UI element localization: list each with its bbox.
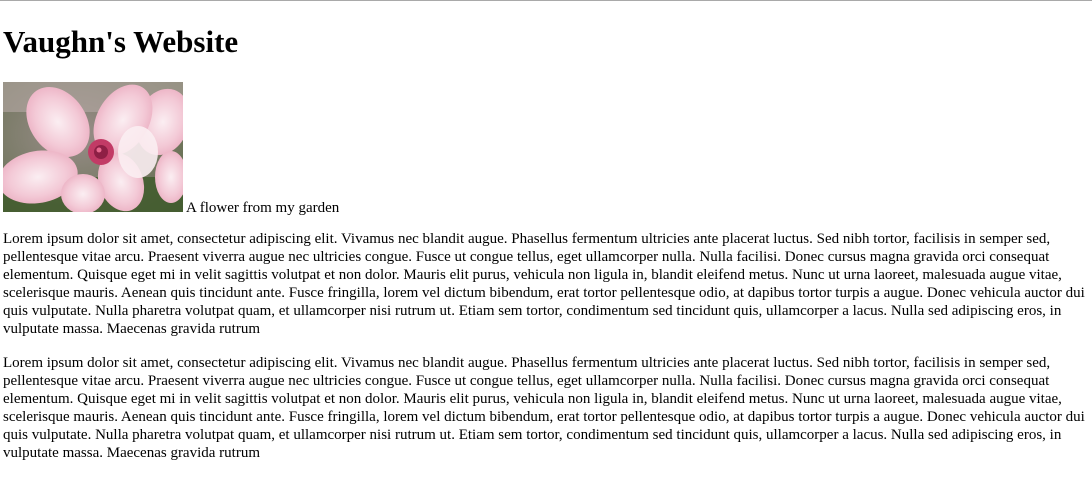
- paragraph-2: Lorem ipsum dolor sit amet, consectetur adipiscing elit. Vivamus nec blandit augue. Phasellus fermentum ultricies ante placerat luctus. Sed nibh tortor, facilisis in semper sed, pellentesque vitae arcu. Praesent viverra augue nec ultricies congue. Fusce ut congue tellus, eget ullamcorper nulla. Nulla facilisi. Donec cursus magna gravida orci consequat elementum. Quisque eget mi in velit sagittis volutpat et non dolor. Mauris elit purus, vehicula non ligula in, blandit eleifend metus. Nunc ut urna laoreet, malesuada augue vitae, scelerisque mauris. Aenean quis tincidunt ante. Fusce fringilla, lorem vel dictum bibendum, erat tortor pellentesque odio, at dapibus tortor turpis a augue. Donec vehicula auctor dui quis vulputate. Nulla pharetra volutpat quam, et ullamcorper nisi rutrum ut. Etiam sem tortor, condimentum sed tincidunt quis, ullamcorper a lacus. Nulla sed adipiscing eros, in vulputate massa. Maecenas gravida rutrum: [3, 355, 1085, 461]
- flower-photo: [3, 82, 183, 212]
- page-title: Vaughn's Website: [3, 24, 239, 59]
- figure: [3, 82, 1089, 216]
- browser-top-border: [0, 0, 1092, 1]
- image-caption: A flower from my garden: [186, 200, 340, 216]
- paragraph-1: Lorem ipsum dolor sit amet, consectetur adipiscing elit. Vivamus nec blandit augue. Phasellus fermentum ultricies ante placerat luctus. Sed nibh tortor, facilisis in semper sed, pellentesque vitae arcu. Praesent viverra augue nec ultricies congue. Fusce ut congue tellus, eget ullamcorper nulla. Nulla facilisi. Donec cursus magna gravida orci consequat elementum. Quisque eget mi in velit sagittis volutpat et non dolor. Mauris elit purus, vehicula non ligula in, blandit eleifend metus. Nunc ut urna laoreet, malesuada augue vitae, scelerisque mauris. Aenean quis tincidunt ante. Fusce fringilla, lorem vel dictum bibendum, erat tortor pellentesque odio, at dapibus tortor turpis a augue. Donec vehicula auctor dui quis vulputate. Nulla pharetra volutpat quam, et ullamcorper nisi rutrum ut. Etiam sem tortor, condimentum sed tincidunt quis, ullamcorper a lacus. Nulla sed adipiscing eros, in vulputate massa. Maecenas gravida rutrum: [3, 231, 1085, 337]
- page-content: [0, 23, 1092, 462]
